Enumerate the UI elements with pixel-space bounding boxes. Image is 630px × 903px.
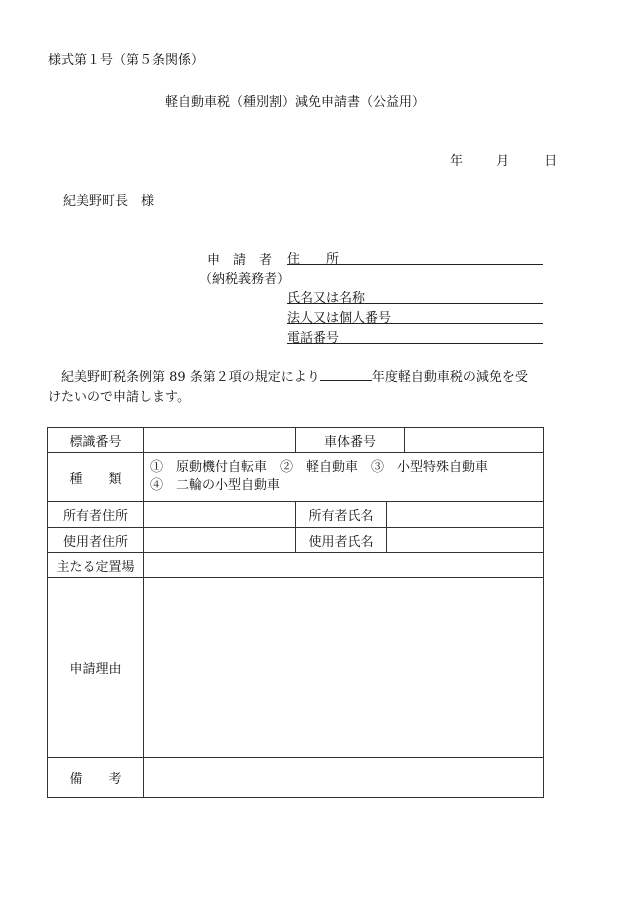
- main-location-cell[interactable]: [144, 553, 544, 578]
- vehicle-table: [47, 427, 544, 798]
- phone-label: 電話番号: [287, 331, 340, 346]
- applicant-label: 申 請 者: [207, 253, 273, 268]
- name-label: 氏名又は名称: [287, 291, 366, 306]
- date-year-label: 年: [450, 154, 464, 169]
- address-label: 住 所: [287, 252, 340, 267]
- paragraph-part1: 紀美野町税条例第 89 条第２項の規定により: [61, 370, 320, 385]
- owner-address-label: 所有者住所: [48, 502, 144, 528]
- owner-address-cell[interactable]: [144, 502, 296, 528]
- user-name-label: 使用者氏名: [296, 528, 387, 553]
- main-location-label: 主たる定置場: [48, 553, 144, 578]
- kind-options-line2: ④ 二輪の小型自動車: [150, 478, 281, 493]
- owner-name-cell[interactable]: [387, 502, 544, 528]
- phone-field[interactable]: [287, 327, 543, 344]
- reason-cell[interactable]: [144, 578, 544, 758]
- form-reference: 様式第１号（第５条関係）: [48, 53, 205, 68]
- body-number-cell[interactable]: [405, 428, 544, 453]
- kind-label: 種 類: [48, 453, 144, 502]
- kind-options-line1: ① 原動機付自転車 ② 軽自動車 ③ 小型特殊自動車: [150, 460, 489, 475]
- remarks-cell[interactable]: [144, 758, 544, 798]
- reason-label: 申請理由: [48, 578, 144, 758]
- paragraph-part2: 年度軽自動車税の減免を受: [371, 370, 528, 385]
- plate-number-cell[interactable]: [144, 428, 296, 453]
- remarks-label: 備 考: [48, 758, 144, 798]
- user-address-label: 使用者住所: [48, 528, 144, 553]
- kind-options[interactable]: [144, 453, 544, 502]
- addressee: 紀美野町長 様: [63, 194, 155, 209]
- user-name-cell[interactable]: [387, 528, 544, 553]
- address-field[interactable]: [287, 248, 543, 265]
- application-paragraph: [48, 368, 548, 408]
- taxpayer-label: （納税義務者）: [199, 272, 291, 287]
- date-day-label: 日: [544, 154, 558, 169]
- body-number-label: 車体番号: [296, 428, 405, 453]
- name-field[interactable]: [287, 287, 543, 304]
- date-month-label: 月: [496, 154, 510, 169]
- user-address-cell[interactable]: [144, 528, 296, 553]
- fiscal-year-blank[interactable]: [320, 368, 372, 381]
- owner-name-label: 所有者氏名: [296, 502, 387, 528]
- plate-number-label: 標識番号: [48, 428, 144, 453]
- paragraph-part3: けたいので申請します。: [48, 390, 190, 405]
- document-title: 軽自動車税（種別割）減免申請書（公益用）: [165, 95, 426, 110]
- date-row: [450, 150, 557, 169]
- corp-number-field[interactable]: [287, 307, 543, 324]
- corp-number-label: 法人又は個人番号: [287, 311, 392, 326]
